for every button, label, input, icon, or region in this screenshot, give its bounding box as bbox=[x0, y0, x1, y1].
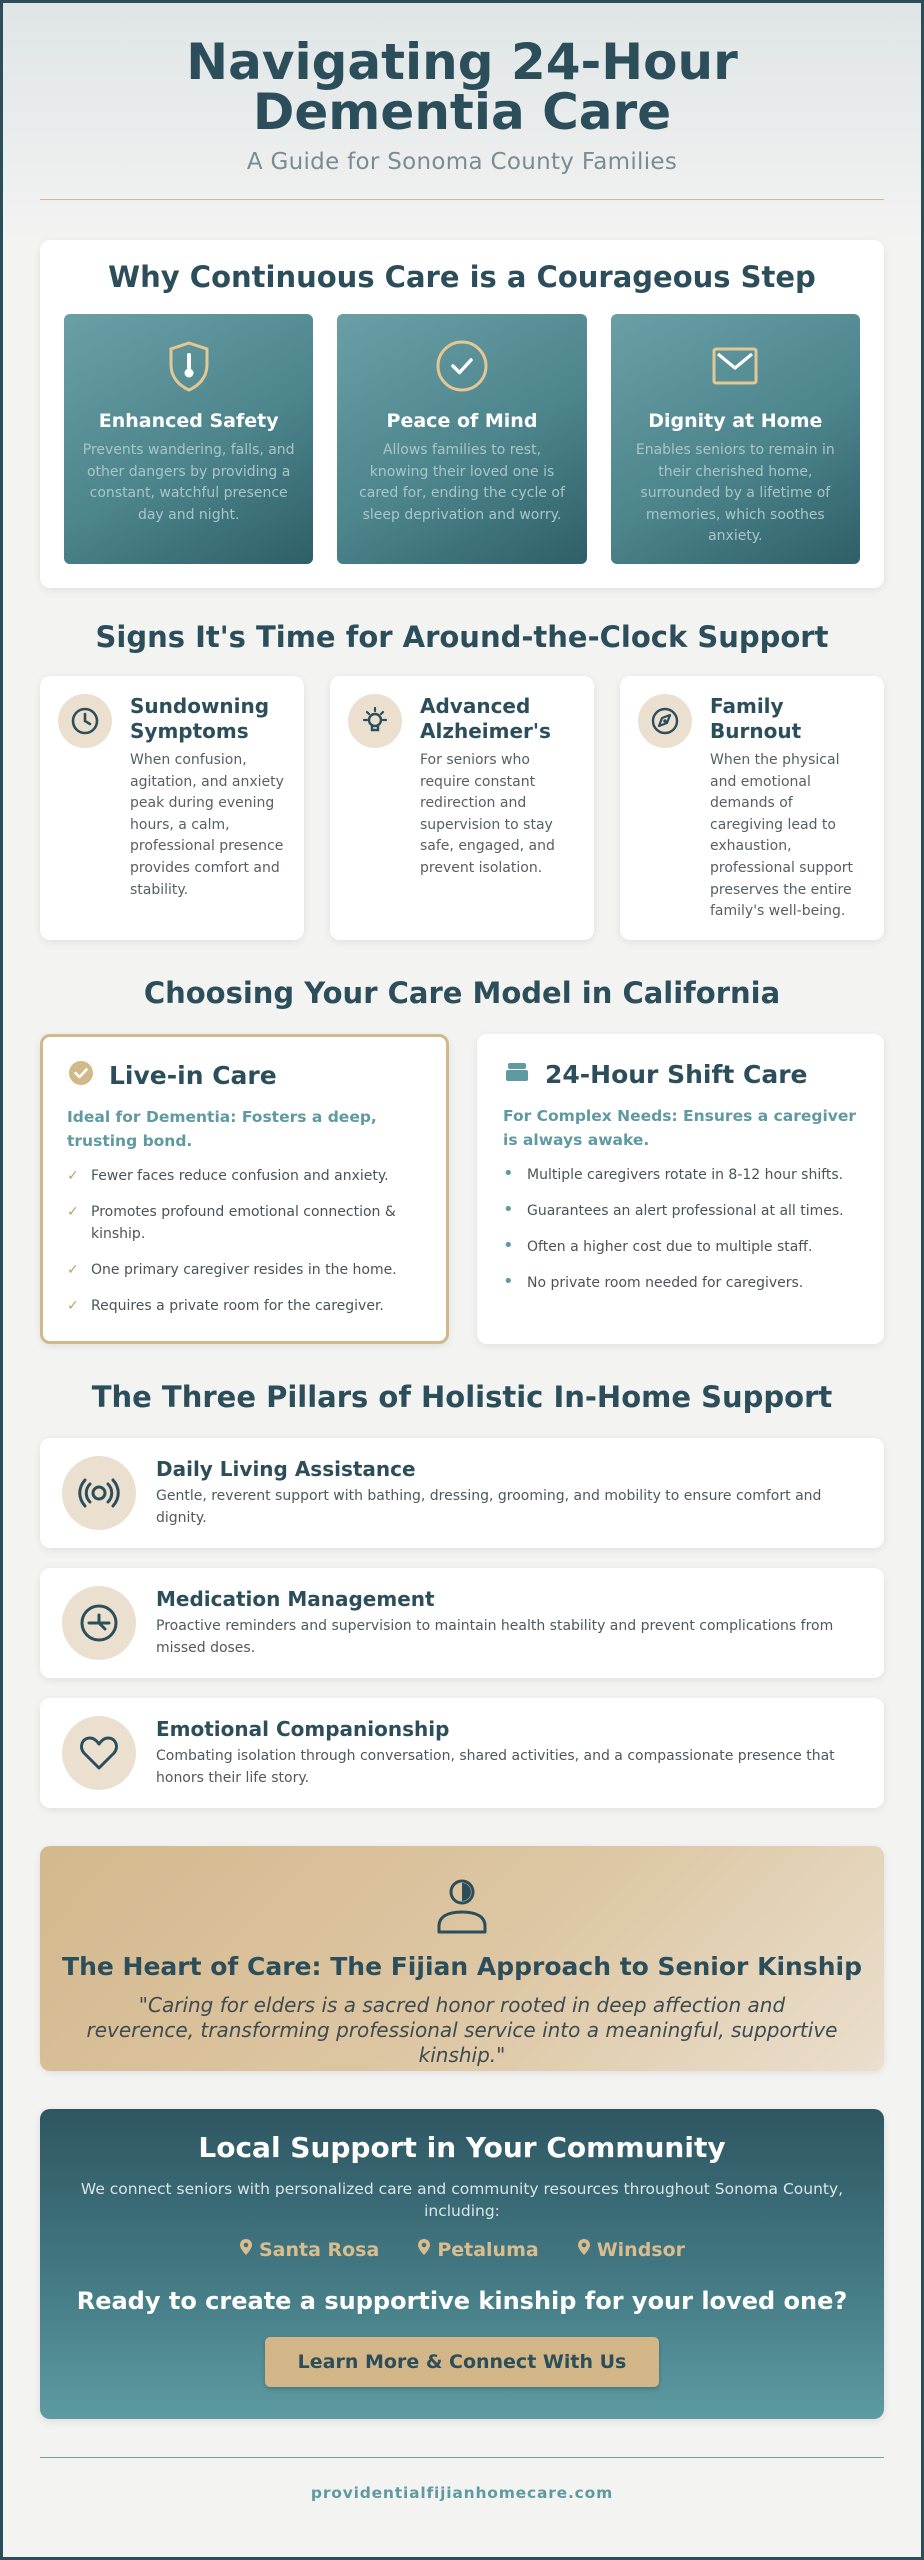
shift-subtitle: For Complex Needs: Ensures a caregiver is always awake. bbox=[503, 1107, 857, 1149]
heart-icon bbox=[62, 1716, 136, 1790]
pillar-title: Daily Living Assistance bbox=[156, 1457, 416, 1481]
map-pin-icon bbox=[239, 2238, 253, 2261]
medication-icon bbox=[62, 1586, 136, 1660]
envelope-icon bbox=[705, 336, 765, 396]
check-circle-icon bbox=[432, 336, 492, 396]
brain-bulb-icon bbox=[348, 694, 402, 748]
sign-card-alzheimers bbox=[330, 676, 594, 940]
shield-thermometer-icon bbox=[159, 336, 219, 396]
sign-card-title: Sundowning Symptoms bbox=[130, 694, 270, 743]
check-icon: ✓ bbox=[67, 1204, 79, 1220]
map-pin-icon bbox=[417, 2238, 431, 2261]
pillar-companionship bbox=[40, 1698, 884, 1808]
footer-divider bbox=[40, 2457, 884, 2458]
stack-icon bbox=[503, 1058, 531, 1090]
pillar-text: Proactive reminders and supervision to maintain health stability and prevent complications from missed doses. bbox=[156, 1618, 834, 1656]
sign-card-burnout bbox=[620, 676, 884, 940]
why-card-title: Dignity at Home bbox=[648, 410, 823, 432]
live-in-subtitle: Ideal for Dementia: Fosters a deep, trusting bond. bbox=[67, 1108, 377, 1150]
pillars-section bbox=[40, 1438, 884, 1808]
pillar-daily-living bbox=[40, 1438, 884, 1548]
page-title: Navigating 24-Hour Dementia Care bbox=[186, 33, 738, 141]
pillar-text: Combating isolation through conversation, shared activities, and a compassionate presence that honors their life story. bbox=[156, 1748, 835, 1786]
list-item: ✓ Requires a private room for the caregiver. bbox=[67, 1295, 422, 1317]
why-card-dignity bbox=[611, 314, 860, 564]
sign-card-title: Family Burnout bbox=[710, 694, 802, 743]
heart-title: The Heart of Care: The Fijian Approach to Senior Kinship bbox=[62, 1952, 862, 1981]
why-section bbox=[40, 240, 884, 588]
bullet-icon: • bbox=[503, 1199, 514, 1220]
why-card-title: Enhanced Safety bbox=[98, 410, 279, 432]
website-link[interactable]: providentialfijianhomecare.com bbox=[310, 2484, 614, 2502]
page-header bbox=[3, 3, 921, 200]
heart-quote: "Caring for elders is a sacred honor rooted in deep affection and reverence, transforming professional service into a meaningful, supportive kinship." bbox=[86, 1993, 838, 2067]
list-item: • Often a higher cost due to multiple staff. bbox=[503, 1235, 813, 1256]
check-icon: ✓ bbox=[67, 1262, 79, 1278]
check-icon: ✓ bbox=[67, 1298, 79, 1314]
why-card-safety bbox=[64, 314, 313, 564]
heart-of-care-banner bbox=[40, 1846, 884, 2071]
bullet-icon: • bbox=[503, 1163, 514, 1184]
bullet-icon: • bbox=[503, 1235, 514, 1256]
community-description: We connect seniors with personalized care and community resources throughout Sonoma County, including: bbox=[80, 2180, 844, 2220]
why-card-text: Allows families to rest, knowing their loved one is cared for, ending the cycle of sleep deprivation and worry. bbox=[359, 442, 565, 523]
list-item: • Multiple caregivers rotate in 8-12 hour shifts. bbox=[503, 1163, 844, 1184]
location-windsor: Windsor bbox=[577, 2238, 685, 2261]
pillars-title: The Three Pillars of Holistic In-Home Support bbox=[91, 1380, 833, 1414]
cta-question: Ready to create a supportive kinship for your loved one? bbox=[76, 2287, 848, 2315]
pillar-text: Gentle, reverent support with bathing, dressing, grooming, and mobility to ensure comfort and dignity. bbox=[156, 1488, 822, 1526]
why-card-title: Peace of Mind bbox=[386, 410, 538, 432]
compass-icon bbox=[638, 694, 692, 748]
care-section bbox=[40, 1034, 884, 1344]
sign-card-sundowning bbox=[40, 676, 304, 940]
community-section bbox=[40, 2109, 884, 2419]
location-santa-rosa: Santa Rosa bbox=[239, 2238, 379, 2261]
why-card-text: Enables seniors to remain in their cherished home, surrounded by a lifetime of memories, which soothes anxiety. bbox=[635, 442, 835, 544]
person-heart-icon bbox=[434, 1921, 490, 1940]
signs-title: Signs It's Time for Around-the-Clock Support bbox=[95, 620, 829, 654]
why-title: Why Continuous Care is a Courageous Step bbox=[108, 260, 816, 294]
learn-more-button[interactable]: Learn More & Connect With Us bbox=[265, 2337, 659, 2387]
sign-card-text: For seniors who require constant redirection and supervision to stay safe, engaged, and prevent isolation. bbox=[420, 752, 555, 876]
shift-list bbox=[503, 1164, 858, 1294]
check-icon: ✓ bbox=[67, 1168, 79, 1184]
pillar-title: Medication Management bbox=[156, 1587, 435, 1611]
pillar-title: Emotional Companionship bbox=[156, 1717, 450, 1741]
live-in-list bbox=[67, 1165, 422, 1317]
list-item: ✓ One primary caregiver resides in the home. bbox=[67, 1259, 422, 1281]
assistance-icon bbox=[62, 1456, 136, 1530]
sign-card-text: When the physical and emotional demands of caregiving lead to exhaustion, professional support preserves the entire family's well-being. bbox=[710, 752, 854, 920]
list-item: • Guarantees an alert professional at all times. bbox=[503, 1199, 844, 1220]
live-in-title: Live-in Care bbox=[109, 1060, 277, 1090]
pillar-medication bbox=[40, 1568, 884, 1678]
list-item: • No private room needed for caregivers. bbox=[503, 1271, 804, 1292]
header-divider bbox=[40, 199, 884, 200]
check-badge-icon bbox=[67, 1059, 95, 1091]
why-card-text: Prevents wandering, falls, and other dangers by providing a constant, watchful presence day and night. bbox=[82, 442, 295, 523]
community-title: Local Support in Your Community bbox=[198, 2131, 726, 2164]
why-card-peace bbox=[337, 314, 586, 564]
list-item: ✓ Fewer faces reduce confusion and anxiety. bbox=[67, 1165, 422, 1187]
list-item: ✓ Promotes profound emotional connection & kinship. bbox=[67, 1201, 422, 1245]
bullet-icon: • bbox=[503, 1271, 514, 1292]
shift-care-card bbox=[477, 1034, 884, 1344]
location-petaluma: Petaluma bbox=[417, 2238, 538, 2261]
page-subtitle: A Guide for Sonoma County Families bbox=[246, 149, 678, 175]
locations-list bbox=[40, 2238, 884, 2261]
signs-section bbox=[40, 676, 884, 940]
map-pin-icon bbox=[577, 2238, 591, 2261]
clock-icon bbox=[58, 694, 112, 748]
live-in-care-card bbox=[40, 1034, 449, 1344]
care-title: Choosing Your Care Model in California bbox=[143, 976, 781, 1010]
sign-card-text: When confusion, agitation, and anxiety peak during evening hours, a calm, professional presence provides comfort and stability. bbox=[130, 752, 284, 898]
why-cards bbox=[64, 314, 860, 564]
sign-card-title: Advanced Alzheimer's bbox=[420, 694, 551, 743]
shift-title: 24-Hour Shift Care bbox=[545, 1059, 808, 1089]
